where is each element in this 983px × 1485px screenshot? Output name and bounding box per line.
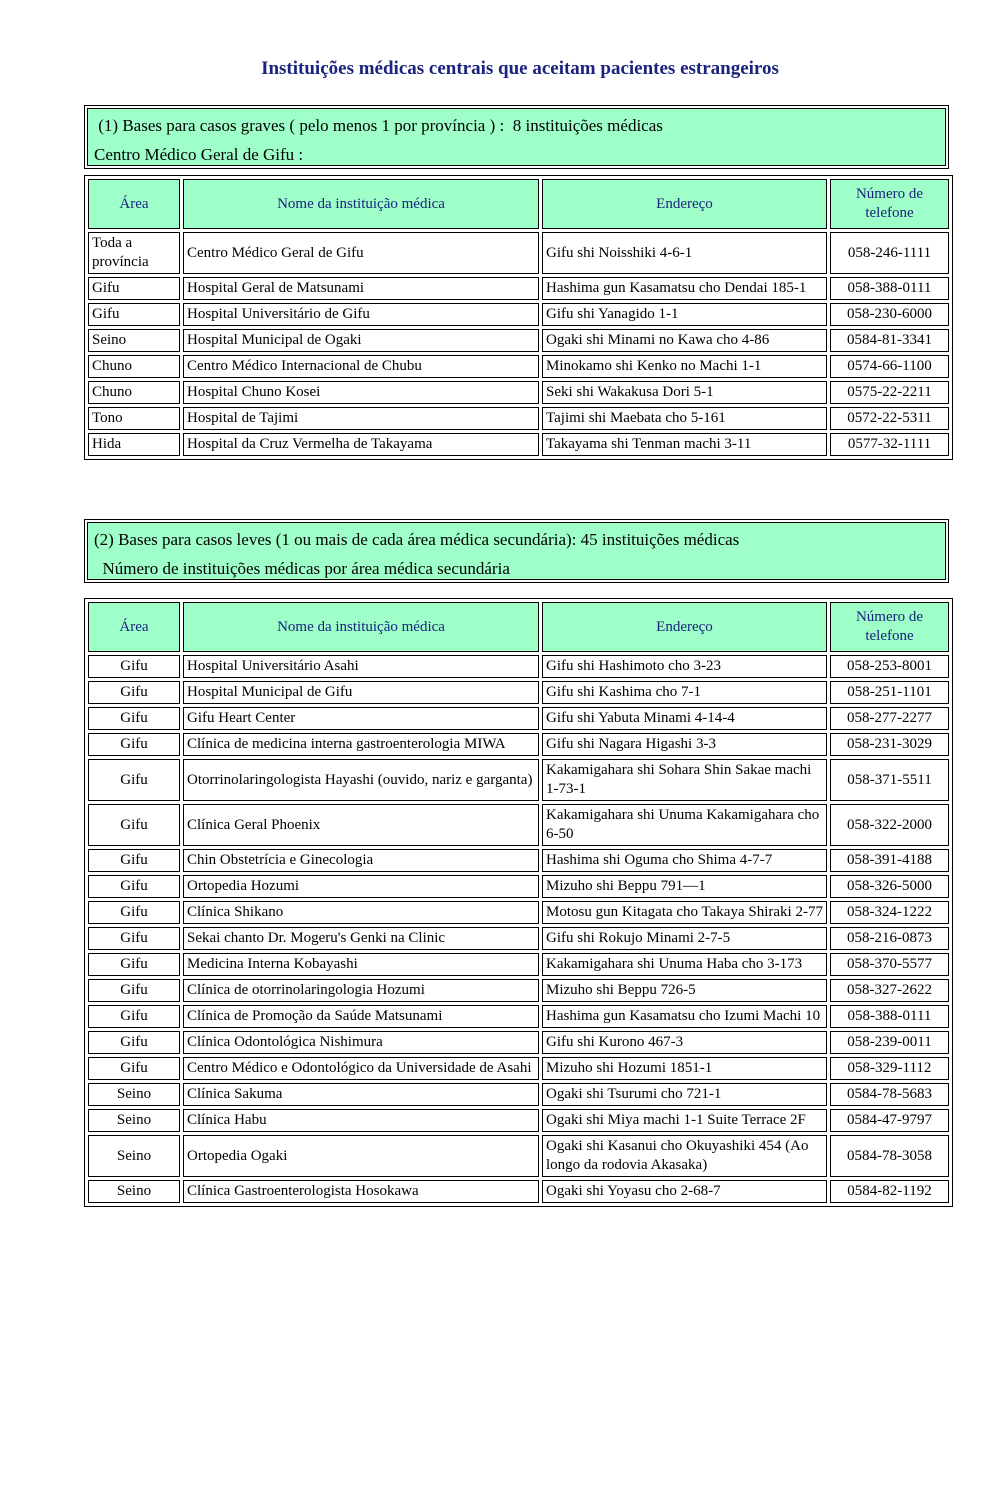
address-cell: Ogaki shi Miya machi 1-1 Suite Terrace 2F [542, 1109, 827, 1132]
phone-cell: 058-251-1101 [830, 681, 949, 704]
table-row [88, 1057, 949, 1080]
name-cell: Ortopedia Ogaki [183, 1135, 539, 1177]
phone-cell: 058-216-0873 [830, 927, 949, 950]
phone-cell: 058-391-4188 [830, 849, 949, 872]
name-cell: Ortopedia Hozumi [183, 875, 539, 898]
section1-heading: (1) Bases para casos graves ( pelo menos 1 por província ) : 8 instituições médicas [94, 116, 663, 135]
address-cell: Gifu shi Nagara Higashi 3-3 [542, 733, 827, 756]
address-cell: Mizuho shi Hozumi 1851-1 [542, 1057, 827, 1080]
phone-cell: 0584-78-3058 [830, 1135, 949, 1177]
phone-cell: 058-388-0111 [830, 277, 949, 300]
address-cell: Hashima gun Kasamatsu cho Izumi Machi 10 [542, 1005, 827, 1028]
area-cell: Tono [88, 407, 180, 430]
name-cell: Centro Médico e Odontológico da Universidade de Asahi [183, 1057, 539, 1080]
table-severe-cases [84, 175, 953, 460]
name-cell: Hospital Municipal de Ogaki [183, 329, 539, 352]
area-cell: Seino [88, 1109, 180, 1132]
area-cell: Seino [88, 329, 180, 352]
section1-subheading: Centro Médico Geral de Gifu : [94, 145, 304, 164]
table-row [88, 433, 949, 456]
table-row [88, 681, 949, 704]
phone-cell: 058-231-3029 [830, 733, 949, 756]
phone-cell: 0584-82-1192 [830, 1180, 949, 1203]
phone-cell: 058-239-0011 [830, 1031, 949, 1054]
area-cell: Gifu [88, 707, 180, 730]
header-address: Endereço [542, 602, 827, 652]
area-cell: Gifu [88, 875, 180, 898]
area-cell: Chuno [88, 355, 180, 378]
area-cell: Gifu [88, 849, 180, 872]
address-cell: Gifu shi Rokujo Minami 2-7-5 [542, 927, 827, 950]
address-cell: Gifu shi Kurono 467-3 [542, 1031, 827, 1054]
section2-box [84, 519, 949, 583]
phone-cell: 0584-81-3341 [830, 329, 949, 352]
address-cell: Motosu gun Kitagata cho Takaya Shiraki 2-77 [542, 901, 827, 924]
name-cell: Hospital de Tajimi [183, 407, 539, 430]
name-cell: Hospital Universitário Asahi [183, 655, 539, 678]
table-row [88, 707, 949, 730]
address-cell: Ogaki shi Yoyasu cho 2-68-7 [542, 1180, 827, 1203]
name-cell: Clínica de medicina interna gastroenterologia MIWA [183, 733, 539, 756]
address-cell: Ogaki shi Tsurumi cho 721-1 [542, 1083, 827, 1106]
header-name: Nome da instituição médica [183, 179, 539, 229]
address-cell: Ogaki shi Minami no Kawa cho 4-86 [542, 329, 827, 352]
table-row [88, 875, 949, 898]
header-address: Endereço [542, 179, 827, 229]
table-row [88, 407, 949, 430]
name-cell: Hospital Municipal de Gifu [183, 681, 539, 704]
phone-cell: 058-327-2622 [830, 979, 949, 1002]
name-cell: Hospital da Cruz Vermelha de Takayama [183, 433, 539, 456]
address-cell: Gifu shi Yanagido 1-1 [542, 303, 827, 326]
area-cell: Gifu [88, 733, 180, 756]
phone-cell: 058-324-1222 [830, 901, 949, 924]
table-row [88, 1083, 949, 1106]
name-cell: Clínica Geral Phoenix [183, 804, 539, 846]
area-cell: Toda a província [88, 232, 180, 274]
section2-subheading: Número de instituições médicas por área médica secundária [94, 559, 510, 578]
name-cell: Centro Médico Internacional de Chubu [183, 355, 539, 378]
area-cell: Gifu [88, 759, 180, 801]
phone-cell: 0577-32-1111 [830, 433, 949, 456]
address-cell: Gifu shi Kashima cho 7-1 [542, 681, 827, 704]
table-row [88, 303, 949, 326]
name-cell: Gifu Heart Center [183, 707, 539, 730]
name-cell: Hospital Chuno Kosei [183, 381, 539, 404]
address-cell: Gifu shi Yabuta Minami 4-14-4 [542, 707, 827, 730]
area-cell: Gifu [88, 303, 180, 326]
phone-cell: 058-388-0111 [830, 1005, 949, 1028]
phone-cell: 0584-47-9797 [830, 1109, 949, 1132]
area-cell: Gifu [88, 901, 180, 924]
name-cell: Clínica Habu [183, 1109, 539, 1132]
area-cell: Hida [88, 433, 180, 456]
area-cell: Gifu [88, 927, 180, 950]
area-cell: Gifu [88, 681, 180, 704]
phone-cell: 058-230-6000 [830, 303, 949, 326]
table-row [88, 849, 949, 872]
address-cell: Hashima shi Oguma cho Shima 4-7-7 [542, 849, 827, 872]
phone-cell: 058-277-2277 [830, 707, 949, 730]
table-row [88, 355, 949, 378]
phone-cell: 058-322-2000 [830, 804, 949, 846]
area-cell: Gifu [88, 953, 180, 976]
area-cell: Gifu [88, 277, 180, 300]
phone-cell: 058-253-8001 [830, 655, 949, 678]
table-row [88, 1135, 949, 1177]
phone-cell: 0572-22-5311 [830, 407, 949, 430]
table-header-row [88, 602, 949, 652]
area-cell: Seino [88, 1135, 180, 1177]
header-phone: Número de telefone [830, 602, 949, 652]
address-cell: Tajimi shi Maebata cho 5-161 [542, 407, 827, 430]
area-cell: Gifu [88, 1005, 180, 1028]
address-cell: Kakamigahara shi Sohara Shin Sakae machi 1-73-1 [542, 759, 827, 801]
address-cell: Mizuho shi Beppu 791—1 [542, 875, 827, 898]
area-cell: Seino [88, 1083, 180, 1106]
name-cell: Clínica Odontológica Nishimura [183, 1031, 539, 1054]
table-row [88, 277, 949, 300]
header-phone: Número de telefone [830, 179, 949, 229]
name-cell: Clínica Shikano [183, 901, 539, 924]
table-row [88, 655, 949, 678]
phone-cell: 0574-66-1100 [830, 355, 949, 378]
name-cell: Chin Obstetrícia e Ginecologia [183, 849, 539, 872]
area-cell: Chuno [88, 381, 180, 404]
table-row [88, 381, 949, 404]
address-cell: Mizuho shi Beppu 726-5 [542, 979, 827, 1002]
phone-cell: 0575-22-2211 [830, 381, 949, 404]
name-cell: Hospital Universitário de Gifu [183, 303, 539, 326]
address-cell: Ogaki shi Kasanui cho Okuyashiki 454 (Ao longo da rodovia Akasaka) [542, 1135, 827, 1177]
address-cell: Kakamigahara shi Unuma Haba cho 3-173 [542, 953, 827, 976]
table-row [88, 1031, 949, 1054]
table-row [88, 232, 949, 274]
area-cell: Gifu [88, 1057, 180, 1080]
header-area: Área [88, 602, 180, 652]
table-row [88, 759, 949, 801]
address-cell: Seki shi Wakakusa Dori 5-1 [542, 381, 827, 404]
table-row [88, 901, 949, 924]
address-cell: Hashima gun Kasamatsu cho Dendai 185-1 [542, 277, 827, 300]
header-name: Nome da instituição médica [183, 602, 539, 652]
table-row [88, 979, 949, 1002]
name-cell: Medicina Interna Kobayashi [183, 953, 539, 976]
phone-cell: 058-246-1111 [830, 232, 949, 274]
table-row [88, 1180, 949, 1203]
area-cell: Gifu [88, 979, 180, 1002]
name-cell: Clínica Sakuma [183, 1083, 539, 1106]
phone-cell: 058-371-5511 [830, 759, 949, 801]
table-header-row [88, 179, 949, 229]
phone-cell: 0584-78-5683 [830, 1083, 949, 1106]
area-cell: Gifu [88, 655, 180, 678]
name-cell: Clínica de otorrinolaringologia Hozumi [183, 979, 539, 1002]
address-cell: Gifu shi Noisshiki 4-6-1 [542, 232, 827, 274]
name-cell: Clínica Gastroenterologista Hosokawa [183, 1180, 539, 1203]
name-cell: Clínica de Promoção da Saúde Matsunami [183, 1005, 539, 1028]
phone-cell: 058-329-1112 [830, 1057, 949, 1080]
area-cell: Gifu [88, 804, 180, 846]
name-cell: Centro Médico Geral de Gifu [183, 232, 539, 274]
header-area: Área [88, 179, 180, 229]
area-cell: Gifu [88, 1031, 180, 1054]
section2-heading: (2) Bases para casos leves (1 ou mais de cada área médica secundária): 45 instituições médicas [94, 530, 740, 549]
address-cell: Kakamigahara shi Unuma Kakamigahara cho 6-50 [542, 804, 827, 846]
address-cell: Gifu shi Hashimoto cho 3-23 [542, 655, 827, 678]
table-row [88, 1005, 949, 1028]
table-row [88, 804, 949, 846]
section1-box [84, 105, 949, 169]
phone-cell: 058-326-5000 [830, 875, 949, 898]
name-cell: Hospital Geral de Matsunami [183, 277, 539, 300]
table-row [88, 1109, 949, 1132]
table-row [88, 329, 949, 352]
address-cell: Takayama shi Tenman machi 3-11 [542, 433, 827, 456]
table-row [88, 927, 949, 950]
table-row [88, 953, 949, 976]
table-mild-cases [84, 598, 953, 1207]
name-cell: Otorrinolaringologista Hayashi (ouvido, nariz e garganta) [183, 759, 539, 801]
table-row [88, 733, 949, 756]
phone-cell: 058-370-5577 [830, 953, 949, 976]
name-cell: Sekai chanto Dr. Mogeru's Genki na Clinic [183, 927, 539, 950]
address-cell: Minokamo shi Kenko no Machi 1-1 [542, 355, 827, 378]
area-cell: Seino [88, 1180, 180, 1203]
page-title: Instituições médicas centrais que aceitam pacientes estrangeiros [261, 58, 779, 79]
